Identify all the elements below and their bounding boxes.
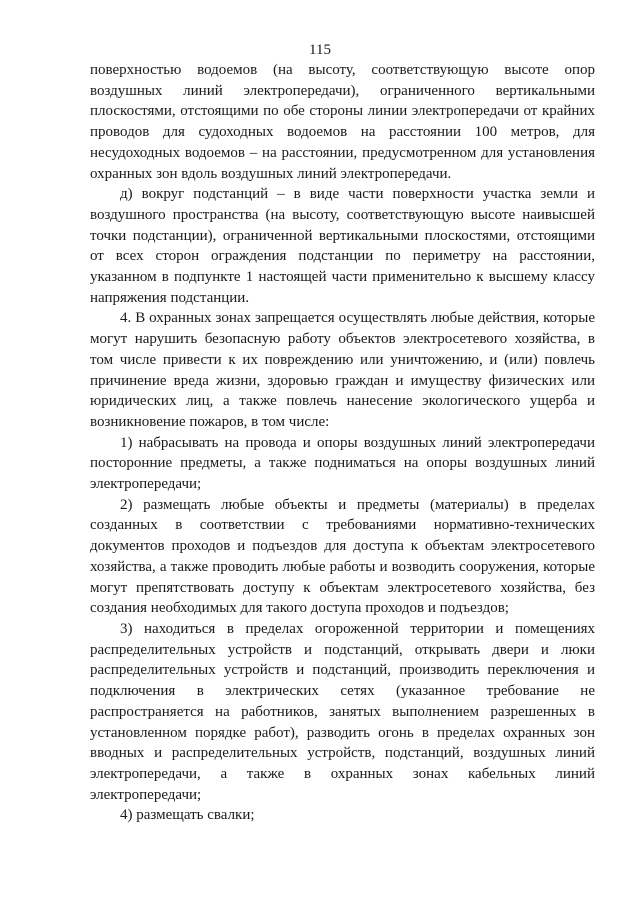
- paragraph-4: 4. В охранных зонах запрещается осуществлять любые действия, которые могут нарушить безопасную работу объектов электросетевого хозяйства, в том числе привести к их повреждению или уничтожению, и (или) повлечь причинение вреда жизни, здоровью граждан и имуществу физических или юридических лиц, а также повлечь нанесение экологического ущерба и возникновение пожаров, в том числе:: [90, 310, 595, 430]
- list-item-4: 4) размещать свалки;: [120, 807, 255, 824]
- document-body: [90, 60, 595, 826]
- subitem-d: д) вокруг подстанций – в виде части поверхности участка земли и воздушного пространства (на высоту, соответствующую высоте наивысшей точки подстанции), ограниченной вертикальными плоскостями, отстоящими от всех сторон ограждения подстанции по периметру на расстоянии, указанном в подпункте 1 настоящей части применительно к высшему классу напряжения подстанции.: [90, 186, 595, 306]
- list-item-3: 3) находиться в пределах огороженной территории и помещениях распределительных устройств и подстанций, открывать двери и люки распределительных устройств и подстанций, производить переключения и подключения в электрических сетях (указанное требование не распространяется на работников, занятых выполнением разрешенных в установленном порядке работ), разводить огонь в пределах охранных зон вводных и распределительных устройств, подстанций, воздушных линий электропередачи, а также в охранных зонах кабельных линий электропередачи;: [90, 620, 595, 803]
- list-item-1: 1) набрасывать на провода и опоры воздушных линий электропередачи посторонние предметы, а также подниматься на опоры воздушных линий электропередачи;: [90, 434, 595, 493]
- page-number: 115: [309, 42, 331, 58]
- list-item-2: 2) размещать любые объекты и предметы (материалы) в пределах созданных в соответствии с требованиями нормативно-технических документов проходов и подъездов для доступа к объектам электросетевого хозяйства, а также проводить любые работы и возводить сооружения, которые могут препятствовать доступу к объектам электросетевого хозяйства, без создания необходимых для такого доступа проходов и подъездов;: [90, 496, 595, 617]
- paragraph-continuation: поверхностью водоемов (на высоту, соответствующую высоте опор воздушных линий электропередачи), ограниченного вертикальными плоскостями, отстоящими по обе стороны линии электропередачи от крайних проводов для судоходных водоемов на расстоянии 100 метров, для несудоходных водоемов – на расстоянии, предусмотренном для установления охранных зон вдоль воздушных линий электропередачи.: [90, 62, 595, 182]
